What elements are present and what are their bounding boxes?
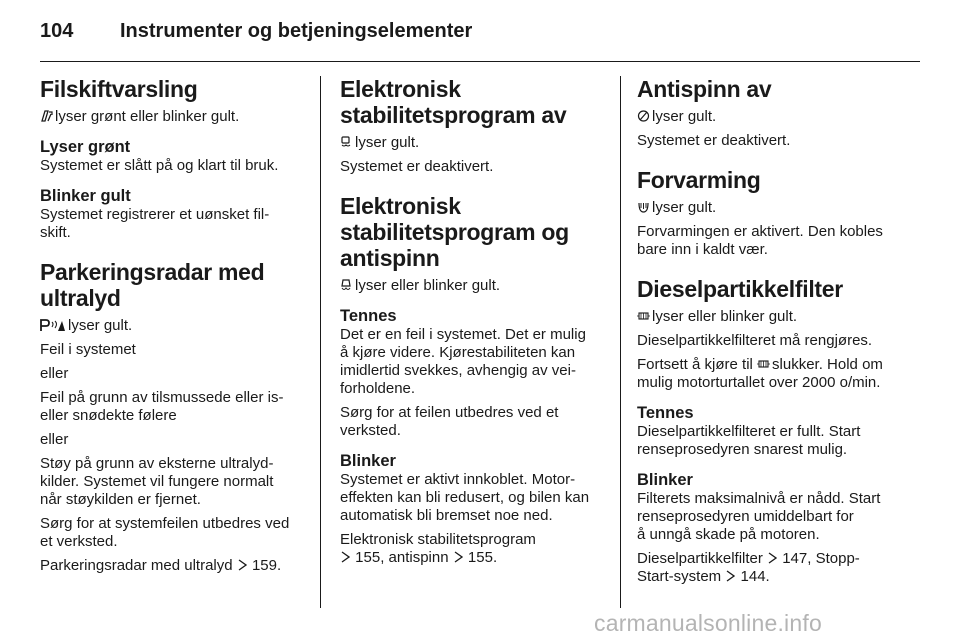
esp-off-icon [340, 135, 353, 149]
body-text: Fortsett å kjøre til slukker. Hold om mulig motorturtallet over 2000 o/min. [637, 356, 883, 391]
section-title-filter-shift: Filskiftvarsling [40, 76, 198, 102]
body-text: eller [40, 365, 69, 382]
subheading-blink: Blinker [637, 471, 693, 489]
status-line: lyser gult. [340, 134, 606, 152]
body-text: Systemet er deaktivert. [637, 132, 791, 149]
body-text: Feil i systemet [40, 341, 136, 358]
status-line: lyser eller blinker gult. [340, 277, 606, 295]
page-header [40, 18, 920, 58]
page-reference-icon [454, 551, 463, 563]
header-rule [40, 61, 920, 62]
cross-reference[interactable]: Parkeringsradar med ultralyd 159. [40, 557, 282, 574]
esp-icon [340, 278, 353, 292]
parking-sensor-icon [40, 318, 66, 332]
column-1 [40, 76, 306, 575]
column-2 [340, 76, 606, 567]
status-line: lyser gult. [40, 317, 306, 335]
body-text: eller [40, 431, 69, 448]
body-text: Det er en feil i systemet. Det er mulig å kjøre videre. Kjørestabiliteten kan imidlertid svekkes, avhengig av vei- forholdene. [340, 326, 586, 397]
diesel-filter-icon [757, 357, 770, 371]
status-line: lyser gult. [637, 108, 905, 126]
section-title-dpf: Dieselpartikkelfilter [637, 276, 843, 302]
body-text: Dieselpartikkelfilteret er fullt. Start renseprosedyren snarest mulig. [637, 423, 861, 458]
body-text: Feil på grunn av tilsmussede eller is- eller snødekte følere [40, 389, 284, 424]
section-title-esp-off: Elektronisk stabilitetsprogram av [340, 76, 567, 128]
column-divider [620, 76, 621, 608]
page-reference-icon [238, 559, 247, 571]
page-reference-icon [768, 552, 777, 564]
page-reference-icon [726, 570, 735, 582]
section-title-tc-off: Antispinn av [637, 76, 772, 102]
page-title: Instrumenter og betjeningselementer [120, 20, 473, 42]
glow-plug-icon [637, 200, 650, 214]
status-line: lyser grønt eller blinker gult. [40, 108, 306, 126]
subheading-blink: Blinker [340, 452, 396, 470]
body-text: Systemet registrerer et uønsket fil- skift. [40, 206, 270, 241]
section-title-parking: Parkeringsradar med ultralyd [40, 259, 265, 311]
subheading-blink: Blinker gult [40, 187, 131, 205]
status-line: lyser eller blinker gult. [637, 308, 905, 326]
body-text: Sørg for at systemfeilen utbedres ved et verksted. [40, 515, 290, 550]
body-text: Systemet er slått på og klart til bruk. [40, 157, 279, 174]
body-text: Systemet er aktivt innkoblet. Motor- effekten kan bli redusert, og bilen kan automatisk bli bremset noe ned. [340, 471, 590, 524]
body-text: Sørg for at feilen utbedres ved et verksted. [340, 404, 559, 439]
cross-reference[interactable]: Elektronisk stabilitetsprogram 155, antispinn 155. [340, 531, 536, 566]
page-reference-icon [341, 551, 350, 563]
page-number: 104 [40, 20, 74, 42]
subheading-on: Tennes [637, 404, 694, 422]
section-title-preheat: Forvarming [637, 167, 761, 193]
watermark: carmanualsonline.info [594, 610, 822, 636]
body-text: Dieselpartikkelfilteret må rengjøres. [637, 332, 873, 349]
diesel-filter-icon [637, 309, 650, 323]
subheading-green: Lyser grønt [40, 138, 131, 156]
subheading-on: Tennes [340, 307, 397, 325]
section-title-esp-tc: Elektronisk stabilitetsprogram og antispinn [340, 193, 569, 271]
traction-control-off-icon [637, 109, 650, 123]
body-text: Støy på grunn av eksterne ultralyd- kilder. Systemet vil fungere normalt når støykilden er fjernet. [40, 455, 274, 508]
cross-reference[interactable]: Dieselpartikkelfilter 147, Stopp- Start-system 144. [637, 550, 860, 585]
column-3 [637, 76, 905, 586]
body-text: Filterets maksimalnivå er nådd. Start renseprosedyren umiddelbart for å unngå skade på motoren. [637, 490, 881, 543]
body-text: Systemet er deaktivert. [340, 158, 494, 175]
body-text: Forvarmingen er aktivert. Den kobles bare inn i kaldt vær. [637, 223, 883, 258]
shift-indicator-icon [40, 109, 53, 123]
status-line: lyser gult. [637, 199, 905, 217]
column-divider [320, 76, 321, 608]
